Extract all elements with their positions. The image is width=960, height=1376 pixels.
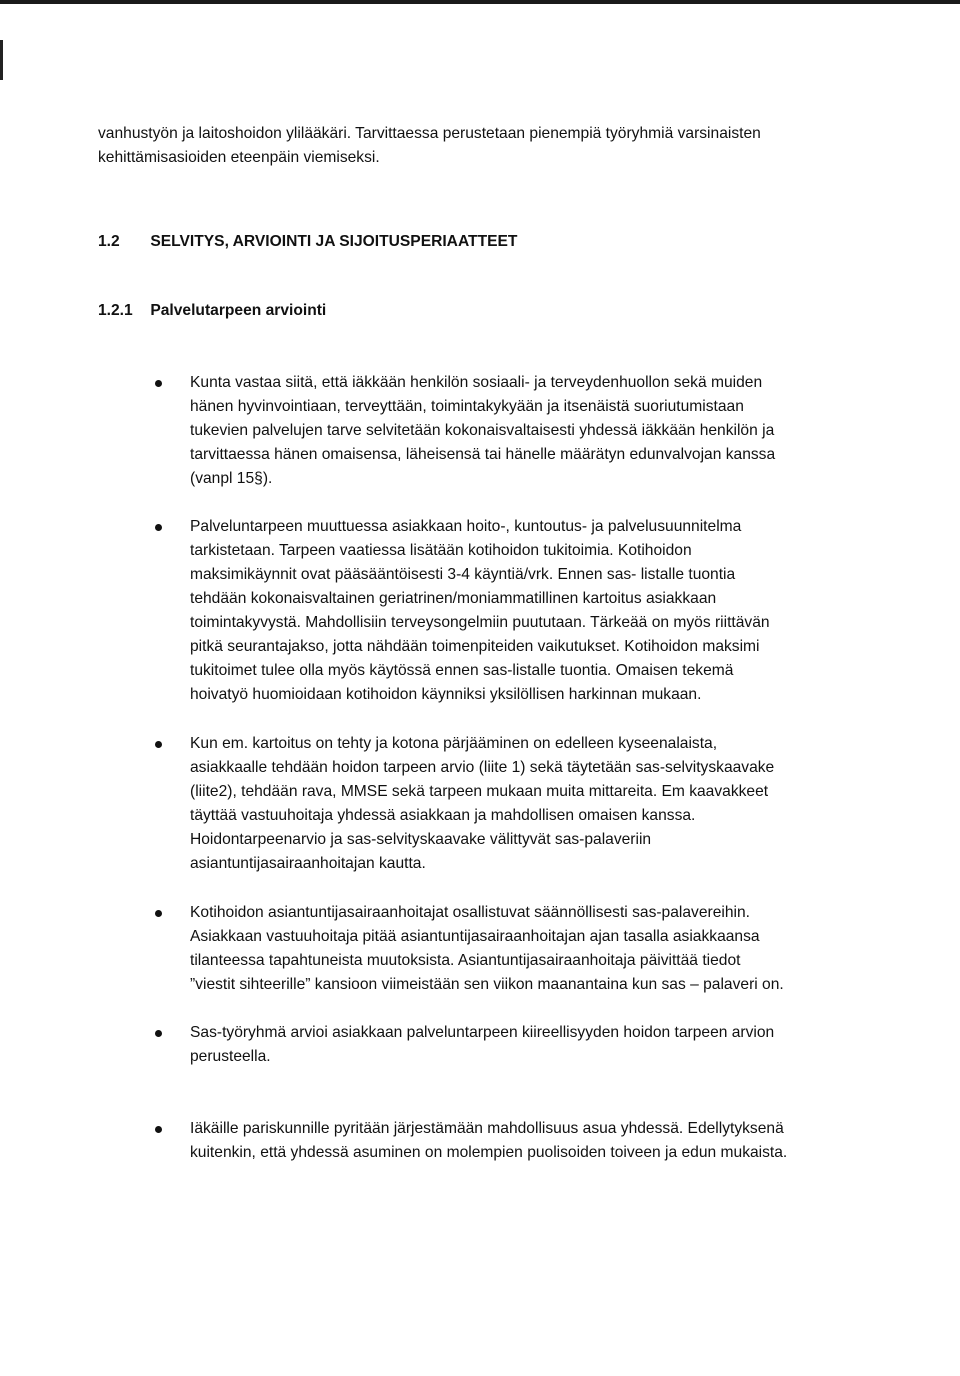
- list-item-text: [190, 1021, 774, 1069]
- section-number: 1.2: [98, 233, 120, 250]
- bullet-icon: [155, 524, 162, 531]
- bullet-icon: [155, 741, 162, 748]
- text-line: asiantuntijasairaanhoitajan kautta.: [190, 855, 426, 872]
- text-line: hänen hyvinvointiaan, terveyttään, toimintakykyään ja itsenäistä suoriutumistaan: [190, 398, 744, 415]
- scan-edge-mark: [0, 40, 3, 80]
- section-title: SELVITYS, ARVIOINTI JA SIJOITUSPERIAATTEET: [150, 233, 518, 250]
- text-line: tarkistetaan. Tarpeen vaatiessa lisätään kotihoidon tukitoimia. Kotihoidon: [190, 542, 692, 559]
- text-line: hoivatyö huomioidaan kotihoidon käynniksi yksilöllisen harkinnan mukaan.: [190, 686, 702, 703]
- text-line: tarvittaessa hänen omaisensa, läheisensä tai hänelle määrätyn edunvalvojan kanssa: [190, 446, 776, 463]
- text-line: (vanpl 15§).: [190, 470, 273, 487]
- text-line: toimintakyvystä. Mahdollisiin terveysongelmiin puututaan. Tärkeää on myös riittävän: [190, 614, 770, 631]
- list-item-text: [190, 371, 775, 491]
- page-top-border: [0, 0, 960, 4]
- text-line: ”viestit sihteerille” kansioon viimeistään sen viikon maanantaina kun sas – palaveri on.: [190, 976, 784, 993]
- intro-paragraph: [98, 122, 898, 170]
- intro-line: kehittämisasioiden eteenpäin viemiseksi.: [98, 149, 380, 166]
- text-line: Sas-työryhmä arvioi asiakkaan palveluntarpeen kiireellisyyden hoidon tarpeen arvion: [190, 1024, 775, 1041]
- text-line: tukitoimet tulee olla myös käytössä ennen sas-listalle tuontia. Omaisen tekemä: [190, 662, 734, 679]
- text-line: Kunta vastaa siitä, että iäkkään henkilön sosiaali- ja terveydenhuollon sekä muiden: [190, 374, 763, 391]
- text-line: kuitenkin, että yhdessä asuminen on molempien puolisoiden toiveen ja edun mukaista.: [190, 1144, 788, 1161]
- subsection-title: Palvelutarpeen arviointi: [150, 302, 327, 319]
- list-item-text: [190, 901, 784, 997]
- text-line: Asiakkaan vastuuhoitaja pitää asiantuntijasairaanhoitajan ajan tasalla asiakkaansa: [190, 928, 760, 945]
- text-line: tilanteessa tapahtuneista muutoksista. Asiantuntijasairaanhoitaja päivittää tiedot: [190, 952, 741, 969]
- text-line: tukevien palvelujen tarve selvitetään kokonaisvaltaisesti yhdessä iäkkään henkilön ja: [190, 422, 775, 439]
- text-line: Palveluntarpeen muuttuessa asiakkaan hoito-, kuntoutus- ja palvelusuunnitelma: [190, 518, 742, 535]
- list-item-text: [190, 1117, 787, 1165]
- bullet-icon: [155, 380, 162, 387]
- text-line: asiakkaalle tehdään hoidon tarpeen arvio (liite 1) sekä täytetään sas-selvityskaavake: [190, 759, 775, 776]
- text-line: tehdään kokonaisvaltainen geriatrinen/moniammatillinen kartoitus asiakkaan: [190, 590, 717, 607]
- intro-line: vanhustyön ja laitoshoidon ylilääkäri. Tarvittaessa perustetaan pienempiä työryhmiä varsinaisten: [98, 125, 761, 142]
- text-line: Hoidontarpeenarvio ja sas-selvityskaavake välittyvät sas-palaveriin: [190, 831, 652, 848]
- list-item-text: [190, 515, 770, 707]
- section-heading: [98, 230, 517, 254]
- subsection-number: 1.2.1: [98, 302, 133, 319]
- document-body: [98, 122, 898, 1161]
- bullet-icon: [155, 910, 162, 917]
- text-line: (liite2), tehdään rava, MMSE sekä tarpeen mukaan muita mittareita. Em kaavakkeet: [190, 783, 769, 800]
- list-item-text: [190, 732, 774, 876]
- text-line: perusteella.: [190, 1048, 271, 1065]
- text-line: Kun em. kartoitus on tehty ja kotona pärjääminen on edelleen kyseenalaista,: [190, 735, 718, 752]
- text-line: pitkä seurantajakso, jotta nähdään toimenpiteiden vaikutukset. Kotihoidon maksimi: [190, 638, 760, 655]
- text-line: Iäkäille pariskunnille pyritään järjestämään mahdollisuus asua yhdessä. Edellytyksenä: [190, 1120, 784, 1137]
- bullet-icon: [155, 1126, 162, 1133]
- subsection-heading: [98, 299, 326, 323]
- text-line: maksimikäynnit ovat pääsääntöisesti 3-4 käyntiä/vrk. Ennen sas- listalle tuontia: [190, 566, 736, 583]
- text-line: Kotihoidon asiantuntijasairaanhoitajat osallistuvat säännöllisesti sas-palavereihin.: [190, 904, 750, 921]
- bullet-icon: [155, 1030, 162, 1037]
- text-line: täyttää vastuuhoitaja yhdessä asiakkaan ja mahdollisen omaisen kanssa.: [190, 807, 696, 824]
